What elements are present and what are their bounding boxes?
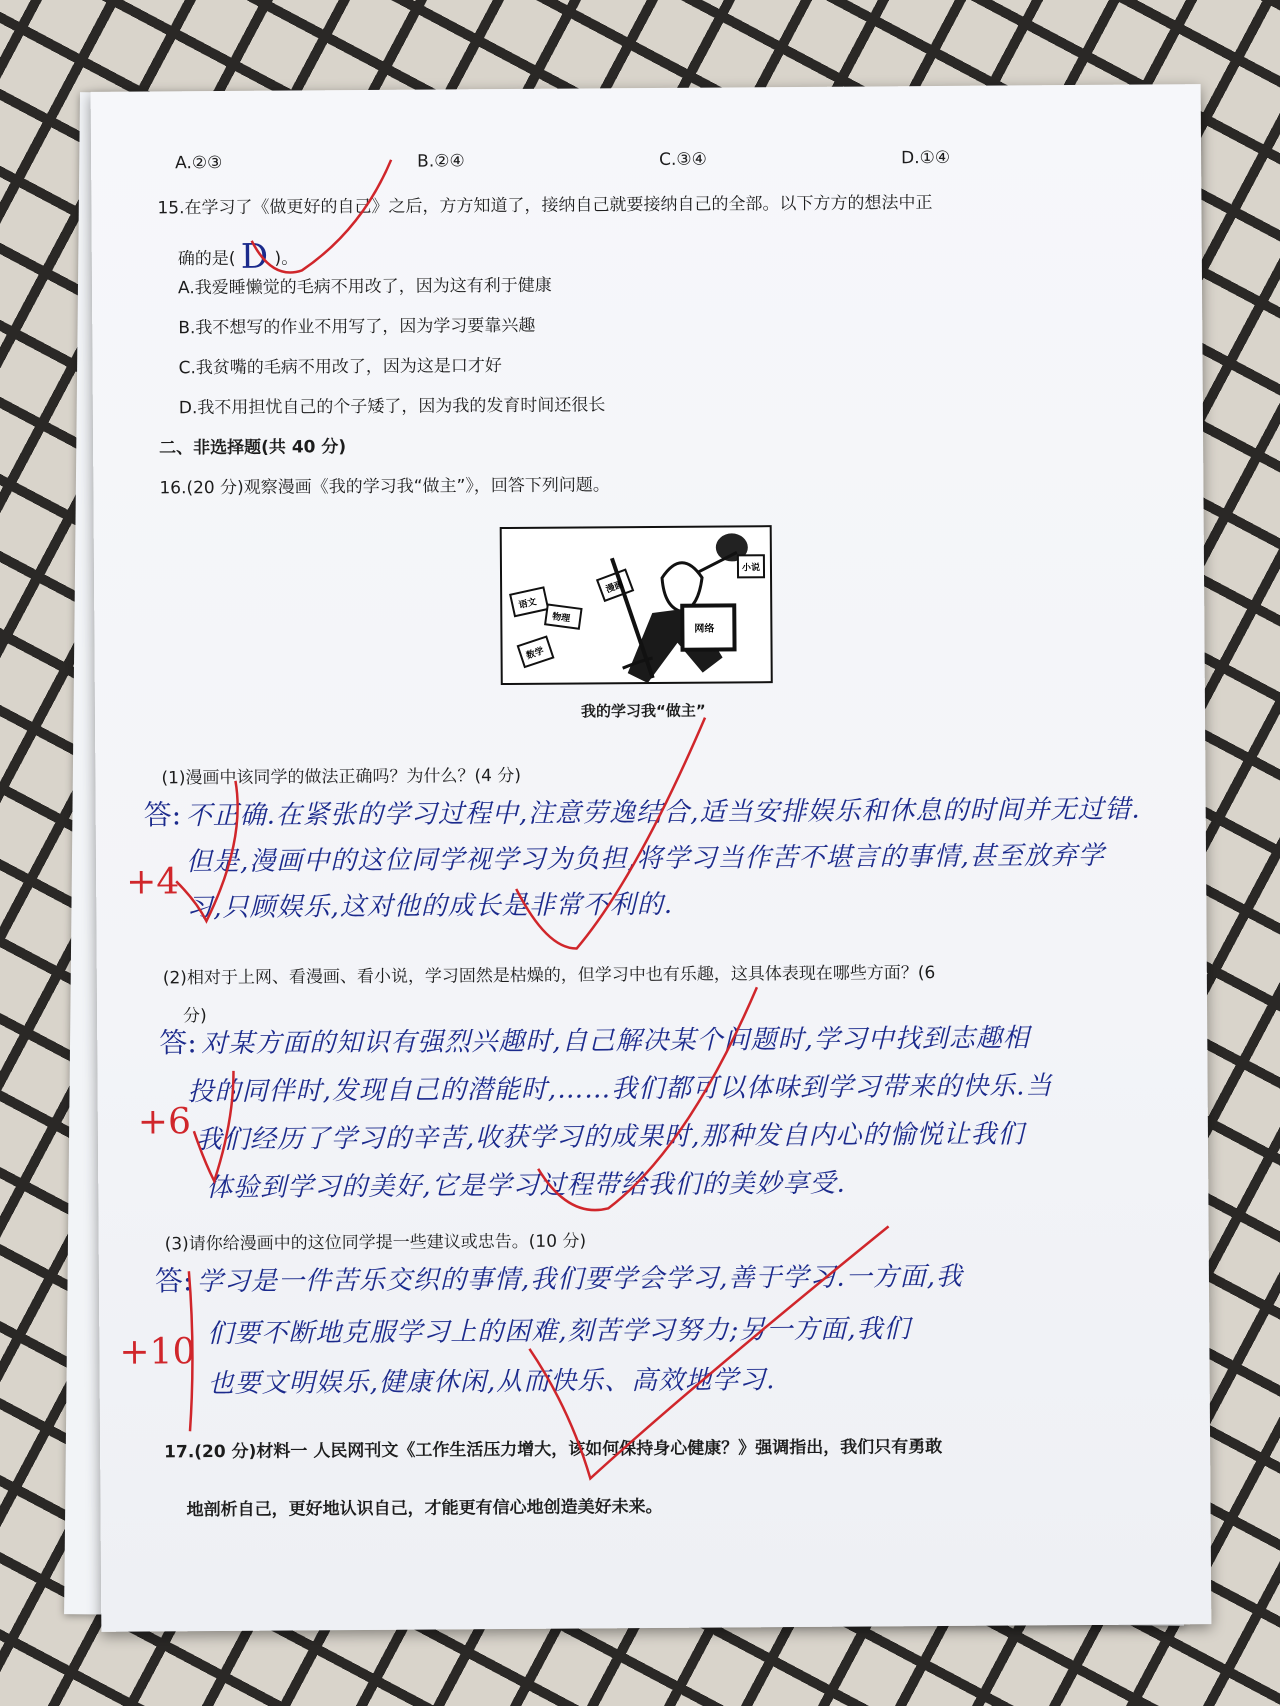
q16-2-answer-line-4: 体验到学习的美好,它是学习过程带给我们的美妙享受.: [206, 1168, 846, 1204]
comic-label-math: 数学: [525, 646, 546, 662]
q16-3-question: (3)请你给漫画中的这位同学提一些建议或忠告。(10 分): [164, 1231, 587, 1255]
comic-image: [500, 525, 773, 685]
q15-option-b: B.我不想写的作业不用写了，因为学习要靠兴趣: [178, 315, 536, 339]
q16-3-answer-line-2: 们要不断地克服学习上的困难,刻苦学习努力;另一方面,我们: [207, 1314, 911, 1350]
q15-option-c: C.我贫嘴的毛病不用改了，因为这是口才好: [178, 356, 502, 379]
q16-title: 16.(20 分)观察漫画《我的学习我“做主”》，回答下列问题。: [159, 475, 610, 499]
exam-paper: [91, 84, 1212, 1632]
q16-2-answer-line-3: 我们经历了学习的辛苦,收获学习的成果时,那种发自内心的愉悦让我们: [195, 1119, 1025, 1156]
q15-option-d: D.我不用担忧自己的个子矮了，因为我的发育时间还很长: [178, 395, 606, 419]
q16-1-answer-line-1: 不正确.在紧张的学习过程中,注意劳逸结合,适当安排娱乐和休息的时间并无过错.: [185, 794, 1141, 832]
comic-label-novel: 小说: [741, 563, 761, 574]
comic-label-physics: 物理: [551, 612, 571, 625]
option-d: D.①④: [901, 147, 951, 169]
q16-1-question: (1)漫画中该同学的做法正确吗？为什么？(4 分): [161, 765, 522, 789]
comic-label-chinese: 语文: [517, 597, 538, 612]
q16-1-answer-line-3: 习,只顾娱乐,这对他的成长是非常不利的.: [186, 889, 674, 924]
q16-2-question-cont: 分): [183, 1006, 207, 1027]
q16-1-score-mark: +4: [126, 861, 180, 903]
option-c: C.③④: [659, 149, 707, 170]
q15-handwritten-answer: D: [240, 236, 270, 277]
comic-label-internet: 网络: [694, 623, 715, 635]
q16-3-answer-line-1: 学习是一件苦乐交织的事情,我们要学会学习,善于学习.一方面,我: [196, 1261, 964, 1298]
q17-text-cont: 地剖析自己，更好地认识自己，才能更有信心地创造美好未来。: [186, 1496, 663, 1521]
q16-3-answer-label: 答:: [154, 1264, 193, 1298]
q16-1-answer-label: 答:: [143, 798, 182, 832]
comic-label-manga: 漫画: [604, 579, 626, 596]
q16-3-score-mark: +10: [119, 1331, 196, 1373]
q16-2-score-mark: +6: [137, 1101, 192, 1143]
q16-2-answer-line-1: 对某方面的知识有强烈兴趣时,自己解决某个问题时,学习中找到志趣相: [201, 1023, 1030, 1060]
comic-caption: 我的学习我“做主”: [580, 701, 706, 721]
q16-2-answer-label: 答:: [159, 1026, 197, 1060]
q15-option-a: A.我爱睡懒觉的毛病不用改了，因为这有利于健康: [177, 275, 552, 299]
q15-stem-cont: [177, 232, 299, 277]
option-b: B.②④: [417, 151, 465, 172]
q15-stem-prefix: 确的是(: [177, 248, 236, 270]
q15-stem-suffix: )。: [274, 248, 299, 269]
q16-3-answer-line-3: 也要文明娱乐,健康休闲,从而快乐、高效地学习.: [207, 1365, 776, 1400]
q17-text: 17.(20 分)材料一 人民网刊文《工作生活压力增大，该如何保持身心健康？》强调指出，我们只有勇敢: [164, 1436, 943, 1463]
q15-stem: 15.在学习了《做更好的自己》之后，方方知道了，接纳自己就要接纳自己的全部。以下方方的想法中正: [157, 193, 933, 219]
option-a: A.②③: [175, 152, 223, 174]
q16-2-answer-line-2: 投的同伴时,发现自己的潜能时,……我们都可以体味到学习带来的快乐.当: [187, 1071, 1053, 1108]
comic-drawing: [502, 527, 771, 683]
section-title: 二、非选择题(共 40 分): [159, 437, 347, 459]
q16-1-answer-line-2: 但是,漫画中的这位同学视学习为负担,将学习当作苦不堪言的事情,甚至放弃学: [185, 840, 1105, 878]
q16-2-question: (2)相对于上网、看漫画、看小说，学习固然是枯燥的，但学习中也有乐趣，这具体表现在哪些方面？(6: [162, 963, 936, 989]
